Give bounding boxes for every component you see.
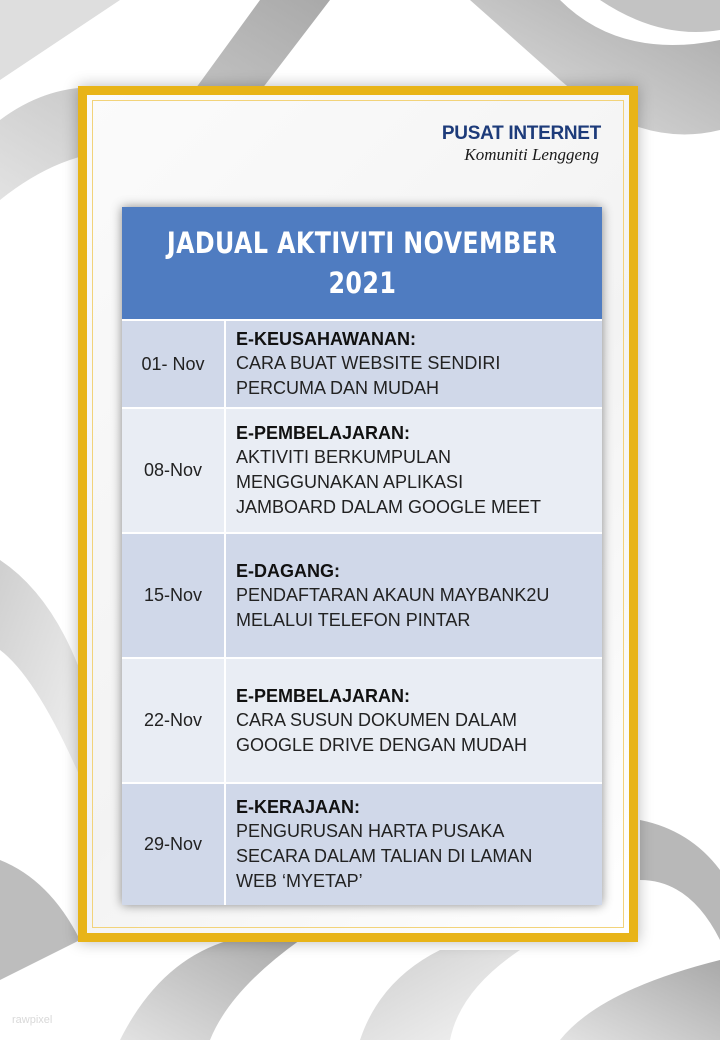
row-category: E-DAGANG: [236, 560, 340, 581]
row-description-line: CARA SUSUN DOKUMEN DALAM [236, 709, 518, 730]
row-category: E-KEUSAHAWANAN: [236, 329, 416, 349]
row-content [226, 409, 602, 532]
row-description-line: MENGGUNAKAN APLIKASI [236, 472, 464, 492]
row-description-line: GOOGLE DRIVE DENGAN MUDAH [236, 734, 528, 755]
table-row [122, 409, 602, 534]
row-description-line: SECARA DALAM TALIAN DI LAMAN [236, 846, 533, 866]
row-description-line: JAMBOARD DALAM GOOGLE MEET [236, 497, 542, 517]
row-description-line: CARA BUAT WEBSITE SENDIRI [236, 353, 501, 373]
brand-tagline: Komuniti Lenggeng [464, 145, 599, 164]
row-category: E-PEMBELAJARAN: [236, 423, 411, 443]
row-content [226, 321, 602, 407]
brand-name: PUSAT INTERNET [441, 123, 601, 144]
row-description-line: PENDAFTARAN AKAUN MAYBANK2U [236, 584, 550, 605]
row-content [226, 534, 602, 657]
row-category: E-PEMBELAJARAN: [236, 685, 411, 706]
row-content [226, 784, 602, 905]
row-date: 22-Nov [122, 659, 226, 782]
table-row [122, 659, 602, 784]
row-description-line: PENGURUSAN HARTA PUSAKA [236, 821, 505, 841]
row-date: 01- Nov [122, 321, 226, 407]
row-description-line: MELALUI TELEFON PINTAR [236, 609, 471, 630]
row-date: 08-Nov [122, 409, 226, 532]
schedule-table [122, 207, 602, 905]
schedule-rows [122, 321, 602, 905]
row-description-line: PERCUMA DAN MUDAH [236, 378, 440, 398]
watermark: rawpixel [12, 1014, 53, 1026]
row-description-line: AKTIVITI BERKUMPULAN [236, 447, 452, 467]
row-date: 29-Nov [122, 784, 226, 905]
row-content [226, 659, 602, 782]
table-row [122, 534, 602, 659]
row-description-line: WEB ‘MYETAP’ [236, 871, 363, 891]
row-date: 15-Nov [122, 534, 226, 657]
schedule-title-line-1: JADUAL AKTIVITI NOVEMBER [166, 226, 558, 260]
brand-logo [442, 123, 601, 165]
schedule-title-line-2: 2021 [328, 266, 396, 300]
row-category: E-KERAJAAN: [236, 797, 361, 817]
table-row [122, 784, 602, 905]
schedule-header [122, 207, 602, 321]
table-row [122, 321, 602, 409]
